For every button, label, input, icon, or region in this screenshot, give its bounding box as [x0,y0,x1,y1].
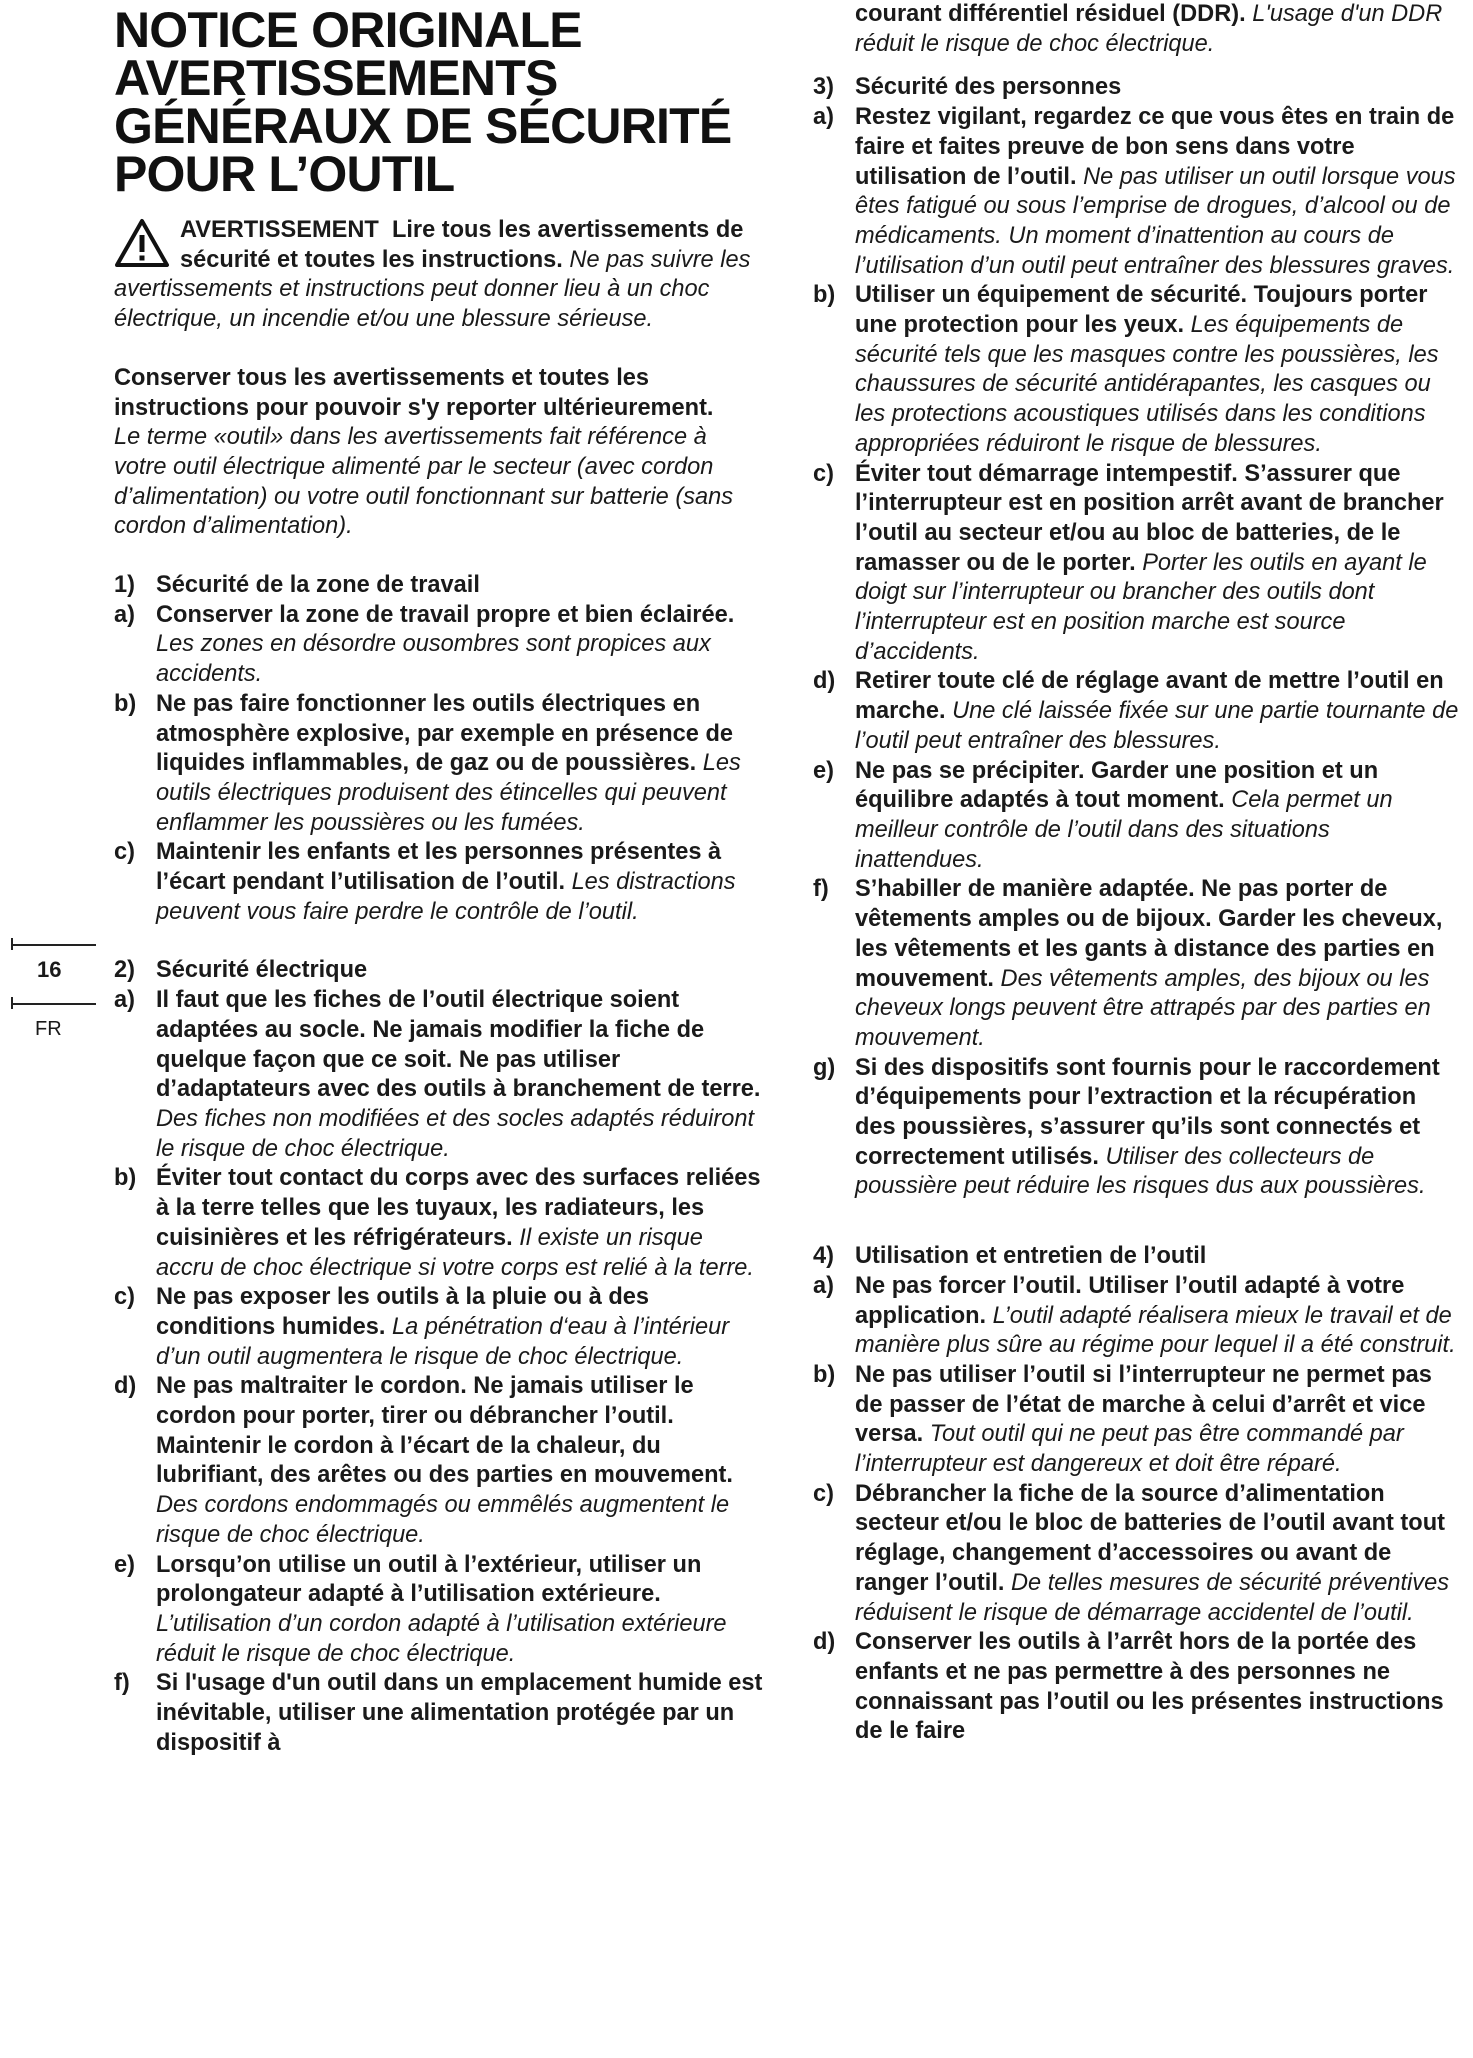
list-item [114,1283,764,1372]
margin-rule-bottom [11,1003,96,1005]
section-number: 4) [813,1243,834,1270]
item-number: g) [813,1054,836,1081]
item-italic: L’outil adapté réalisera mieux le travail et de manière plus sûre au régime pour lequel il a été construit. [855,1302,1456,1359]
item-italic: Les équipements de sécurité tels que les masques contre les poussières, les chaussures de sécurité antidérapantes, les casques ou les protections acoustiques utilisés dans les conditions appropriées réduiront le risque de blessures. [855,312,1439,457]
list-item [114,690,764,839]
item-number: e) [813,757,834,784]
section-title: Utilisation et entretien de l’outil [855,1243,1207,1270]
list-item [114,986,764,1164]
list-item [813,875,1463,1053]
item-bold: Ne pas se précipiter. Garder une position et un équilibre adaptés à tout moment. [855,757,1379,814]
list-item [813,667,1463,756]
warning-block [114,216,764,335]
item-italic: Utiliser des collecteurs de poussière peut réduire les risques dus aux poussières. [855,1143,1426,1200]
spacer [114,542,764,571]
item-italic: Des cordons endommagés ou emmêlés augmentent le risque de choc électrique. [156,1492,730,1548]
page-number: 16 [37,957,62,982]
item-bold: Ne pas exposer les outils à la pluie ou à des conditions humides. [156,1284,650,1340]
language-code: FR [35,1018,62,1040]
item-italic: La pénétration d‘eau à l’intérieur d’un outil augmentera le risque de choc électrique. [156,1313,730,1370]
spacer [813,1202,1463,1242]
list-item [114,1372,764,1550]
item-number: c) [114,839,135,866]
item-bold: Ne pas forcer l’outil. Utiliser l’outil adapté à votre application. [855,1272,1405,1329]
list-item [813,1054,1463,1203]
item-number: c) [813,1480,834,1507]
item-bold: Il faut que les fiches de l’outil électrique soient adaptées au socle. Ne jamais modifier la fiche de quelque façon que ce soit. Ne pas utiliser d’adaptateurs avec des outils à branchement de terre. [156,987,761,1103]
item-italic: Des vêtements amples, des bijoux ou les cheveux longs peuvent être attrapés par des parties en mouvement. [855,965,1431,1051]
section-heading [813,73,1463,103]
spacer [114,335,764,364]
item-bold: Éviter tout démarrage intempestif. S’assurer que l’interrupteur est en position arrêt avant de brancher l’outil au secteur et/ou au bloc de batteries, de le ramasser ou de le porter. [855,460,1444,576]
list-item [114,1551,764,1670]
section-heading [114,571,764,601]
item-italic: Cela permet un meilleur contrôle de l’outil dans des situations inattendues. [855,787,1393,873]
keep-instructions [114,364,764,542]
margin-rule-top [11,944,96,946]
left-column [114,0,764,1758]
item-number: f) [813,876,829,903]
item-number: a) [813,1272,834,1299]
warning-triangle-icon [114,218,170,268]
title-line: GÉNÉRAUX DE SÉCURITÉ [114,98,732,154]
item-bold: Éviter tout contact du corps avec des surfaces reliées à la terre telles que les tuyaux, les radiateurs, les cuisinières et les réfrigérateurs. [156,1165,761,1251]
keep-bold: Conserver tous les avertissements et toutes les instructions pour pouvoir s'y reporter ultérieurement. [114,364,714,421]
item-number: a) [114,601,135,628]
section-heading [114,956,764,986]
list-item [813,281,1463,459]
item-italic: Il existe un risque accru de choc électrique si votre corps est relié à la terre. [156,1224,754,1281]
item-italic: Tout outil qui ne peut pas être commandé par l’interrupteur est dangereux et doit être réparé. [855,1421,1404,1478]
list-item [114,1164,764,1283]
section-title: Sécurité de la zone de travail [156,572,480,599]
list-item [813,757,1463,876]
item-italic: De telles mesures de sécurité préventives réduisent le risque de démarrage accidentel de l’outil. [855,1569,1450,1626]
list-item [813,1361,1463,1480]
item-number: c) [813,460,834,487]
item-bold: Ne pas faire fonctionner les outils électriques en atmosphère explosive, par exemple en présence de liquides inflammables, de gaz ou de poussières. [156,690,733,777]
item-number: d) [114,1373,137,1400]
item-number: b) [813,282,836,309]
list-item [813,1480,1463,1629]
item-bold: Si l'usage d'un outil dans un emplacement humide est inévitable, utiliser une alimentation protégée par un dispositif à [156,1670,763,1756]
item-number: b) [813,1361,836,1388]
section-number: 1) [114,572,135,599]
item-italic: Les outils électriques produisent des étincelles qui peuvent enflammer les poussières ou les fumées. [156,750,741,836]
item-bold: Si des dispositifs sont fournis pour le raccordement d’équipements pour l’extraction et la récupération des poussières, s’assurer qu’ils sont connectés et correctement utilisés. [855,1054,1440,1170]
keep-italic: Le terme «outil» dans les avertissements fait référence à votre outil électrique alimenté par le secteur (avec cordon d’alimentation) ou votre outil fonctionnant sur batterie (sans cordon d’alimentation). [114,424,734,540]
margin-tick-bottom [11,997,13,1009]
title-line: NOTICE ORIGINALE [114,2,582,58]
list-item [813,1272,1463,1361]
item-number: a) [114,987,135,1014]
section-number: 2) [114,957,135,984]
section-heading [813,1242,1463,1272]
item-italic: Les distractions peuvent vous faire perdre le contrôle de l’outil. [156,869,736,925]
item-bold: Débrancher la fiche de la source d’alimentation secteur et/ou le bloc de batteries de l’outil avant tout réglage, changement d’accessoires ou avant de ranger l’outil. [855,1480,1445,1596]
item-italic: Les zones en désordre ousombres sont propices aux accidents. [156,631,711,688]
item-bold: Conserver la zone de travail propre et bien éclairée. [156,601,735,628]
section-title: Sécurité électrique [156,957,368,984]
list-item [813,103,1463,281]
list-item [813,1628,1463,1747]
list-item [813,460,1463,668]
warning-bold: Lire tous les avertissements de sécurité et toutes les instructions. [180,217,744,273]
right-column [813,0,1463,1747]
warning-italic: Ne pas suivre les avertissements et instructions peut donner lieu à un choc électrique, un incendie et/ou une blessure sérieuse. [114,246,751,333]
item-number: d) [813,1629,836,1656]
item-bold: S’habiller de manière adaptée. Ne pas porter de vêtements amples ou de bijoux. Garder les cheveux, les vêtements et les gants à distance des parties en mouvement. [855,876,1443,992]
item-italic: Porter les outils en ayant le doigt sur l’interrupteur ou brancher des outils dont l’interrupteur est en position marche est source d’accidents. [855,549,1427,665]
item-number: f) [114,1670,130,1697]
item-bold: Ne pas utiliser l’outil si l’interrupteur ne permet pas de passer de l’état de marche à celui d’arrêt et vice versa. [855,1361,1432,1448]
item-bold: courant différentiel résiduel (DDR). [855,1,1246,27]
item-bold: Conserver les outils à l’arrêt hors de la portée des enfants et ne pas permettre à des personnes ne connaissant pas l’outil ou les présentes instructions de le faire [855,1629,1444,1745]
item-bold: Retirer toute clé de réglage avant de mettre l’outil en marche. [855,668,1444,725]
item-italic: L’utilisation d’un cordon adapté à l’utilisation extérieure réduit le risque de choc électrique. [156,1610,727,1667]
item-number: b) [114,690,137,717]
item-italic: Ne pas utiliser un outil lorsque vous êtes fatigué ou sous l’emprise de drogues, d’alcool ou de médicaments. Un moment d’inattention au cours de l’utilisation d’un outil peut entraîner des blessures graves. [855,163,1456,279]
section-number: 3) [813,74,834,101]
item-number: e) [114,1551,135,1578]
page-title [114,2,764,202]
item-number: a) [813,104,834,131]
item-bold: Maintenir les enfants et les personnes présentes à l’écart pendant l’utilisation de l’outil. [156,839,722,896]
item-italic: Des fiches non modifiées et des socles adaptés réduiront le risque de choc électrique. [156,1105,755,1162]
list-item [114,838,764,927]
list-item-continued [813,0,1463,59]
item-number: b) [114,1165,137,1192]
title-line: POUR L’OUTIL [114,146,455,202]
item-bold: Ne pas maltraiter le cordon. Ne jamais utiliser le cordon pour porter, tirer ou débrancher l’outil. Maintenir le cordon à l’écart de la chaleur, du lubrifiant, des arêtes ou des parties en mouvement. [156,1373,733,1489]
list-item [114,601,764,690]
item-number: c) [114,1284,135,1311]
item-bold: Lorsqu’on utilise un outil à l’extérieur, utiliser un prolongateur adapté à l’utilisation extérieure. [156,1551,702,1608]
spacer [813,59,1463,69]
item-bold: Utiliser un équipement de sécurité. Toujours porter une protection pour les yeux. [855,282,1428,339]
section-title: Sécurité des personnes [855,74,1122,101]
margin-tick-top [11,938,13,950]
item-bold: Restez vigilant, regardez ce que vous êtes en train de faire et faites preuve de bon sens dans votre utilisation de l’outil. [855,104,1455,190]
item-italic: L'usage d'un DDR réduit le risque de choc électrique. [855,1,1443,57]
item-number: d) [813,668,836,695]
title-line: AVERTISSEMENTS [114,50,558,106]
item-italic: Une clé laissée fixée sur une partie tournante de l’outil peut entraîner des blessures. [855,698,1459,754]
warning-label: AVERTISSEMENT [180,217,379,243]
spacer [114,927,764,956]
list-item [114,1669,764,1758]
